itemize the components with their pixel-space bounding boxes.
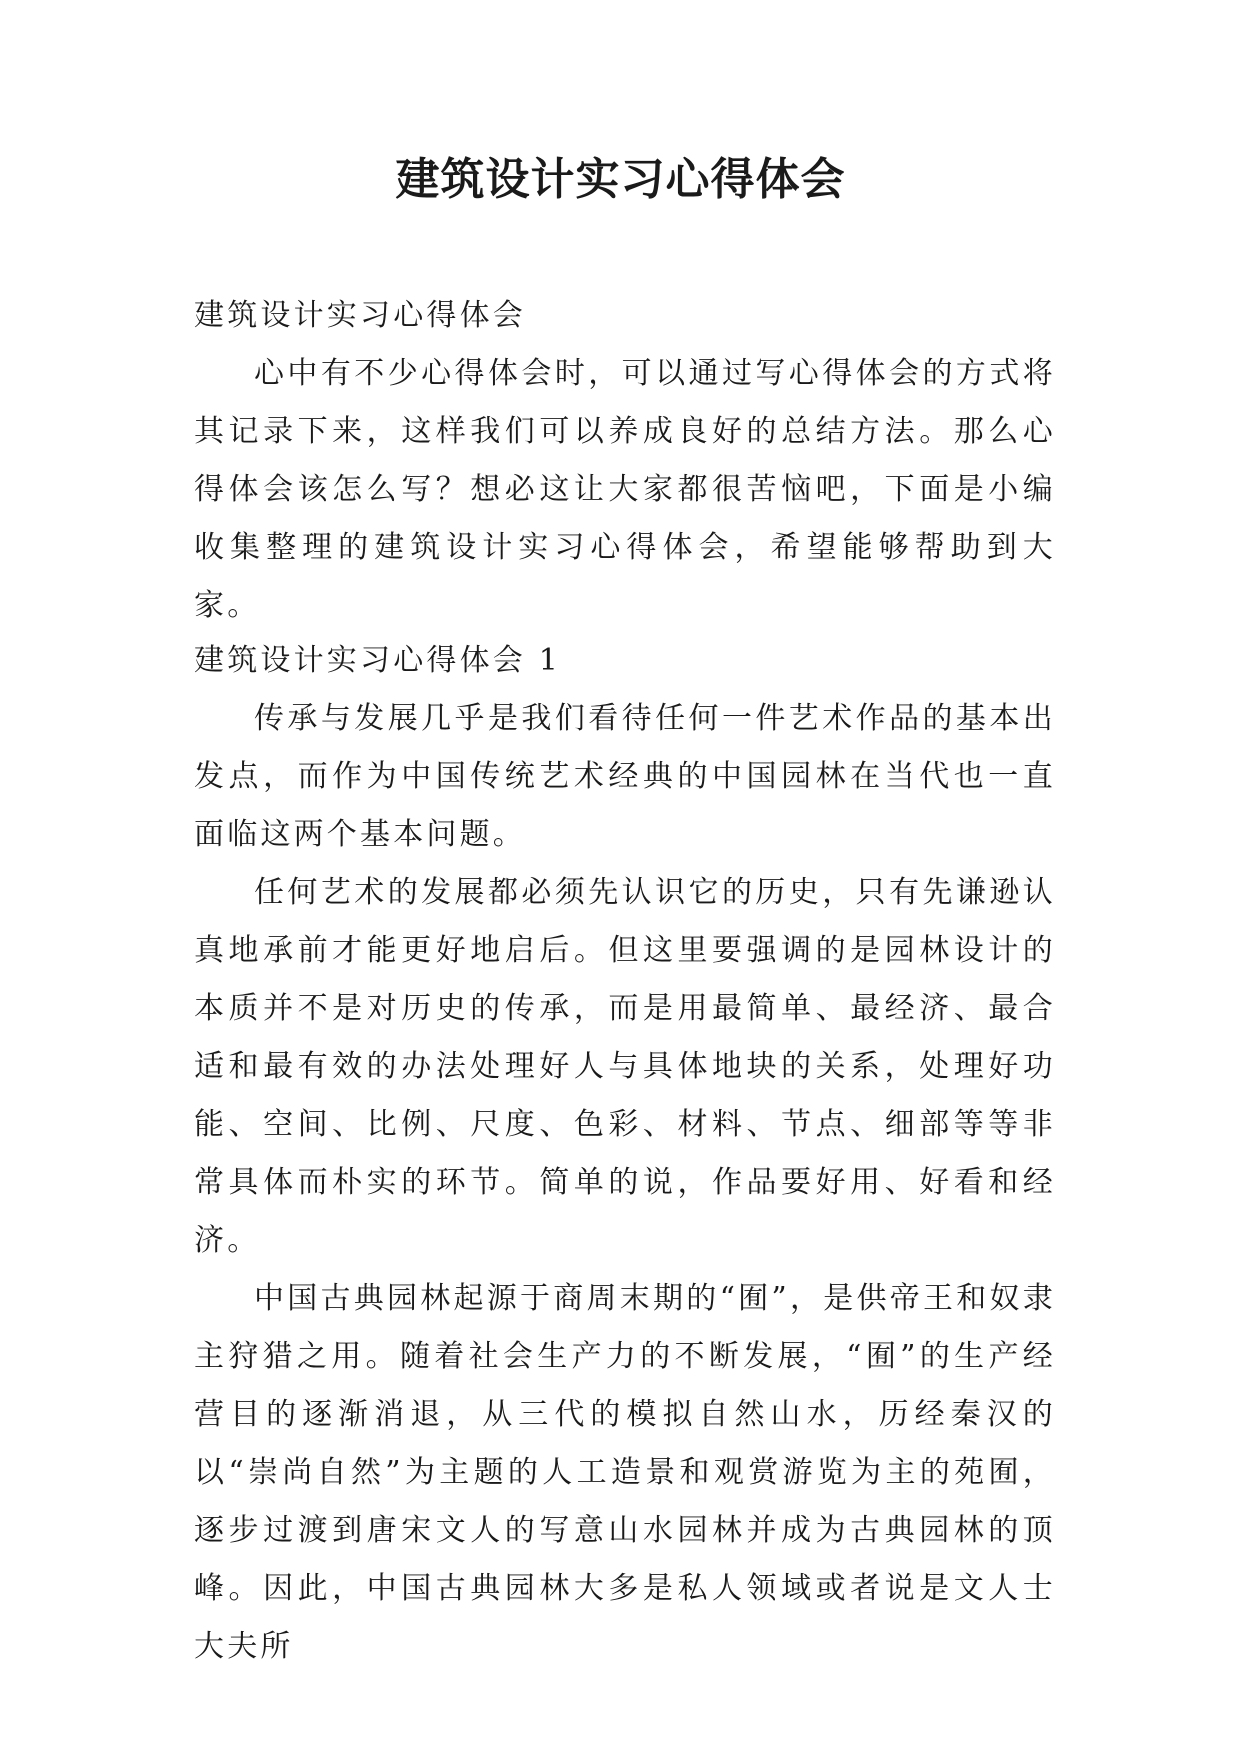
section-1 — [194, 632, 1056, 1676]
intro-section — [194, 287, 1056, 635]
intro-heading: 建筑设计实习心得体会 — [194, 298, 526, 333]
section-1-paragraph: 任何艺术的发展都必须先认识它的历史，只有先谦逊认真地承前才能更好地启后。但这里要强调的是园林设计的本质并不是对历史的传承，而是用最简单、最经济、最合适和最有效的办法处理好人与具体地块的关系，处理好功能、空间、比例、尺度、色彩、材料、节点、细部等等非常具体而朴实的环节。简单的说，作品要好用、好看和经济。 — [194, 875, 1056, 1258]
section-1-paragraph: 传承与发展几乎是我们看待任何一件艺术作品的基本出发点，而作为中国传统艺术经典的中国园林在当代也一直面临这两个基本问题。 — [194, 701, 1056, 852]
section-1-heading: 建筑设计实习心得体会 1 — [194, 643, 562, 678]
document-title: 建筑设计实习心得体会 — [395, 154, 846, 205]
intro-paragraph: 心中有不少心得体会时，可以通过写心得体会的方式将其记录下来，这样我们可以养成良好的总结方法。那么心得体会该怎么写？想必这让大家都很苦恼吧，下面是小编收集整理的建筑设计实习心得体会，希望能够帮助到大家。 — [194, 356, 1056, 623]
section-1-paragraph: 中国古典园林起源于商周末期的“囿”，是供帝王和奴隶主狩猎之用。随着社会生产力的不断发展，“囿”的生产经营目的逐渐消退，从三代的模拟自然山水，历经秦汉的以“崇尚自然”为主题的人工造景和观赏游览为主的苑囿，逐步过渡到唐宋文人的写意山水园林并成为古典园林的顶峰。因此，中国古典园林大多是私人领域或者说是文人士大夫所 — [194, 1281, 1056, 1664]
